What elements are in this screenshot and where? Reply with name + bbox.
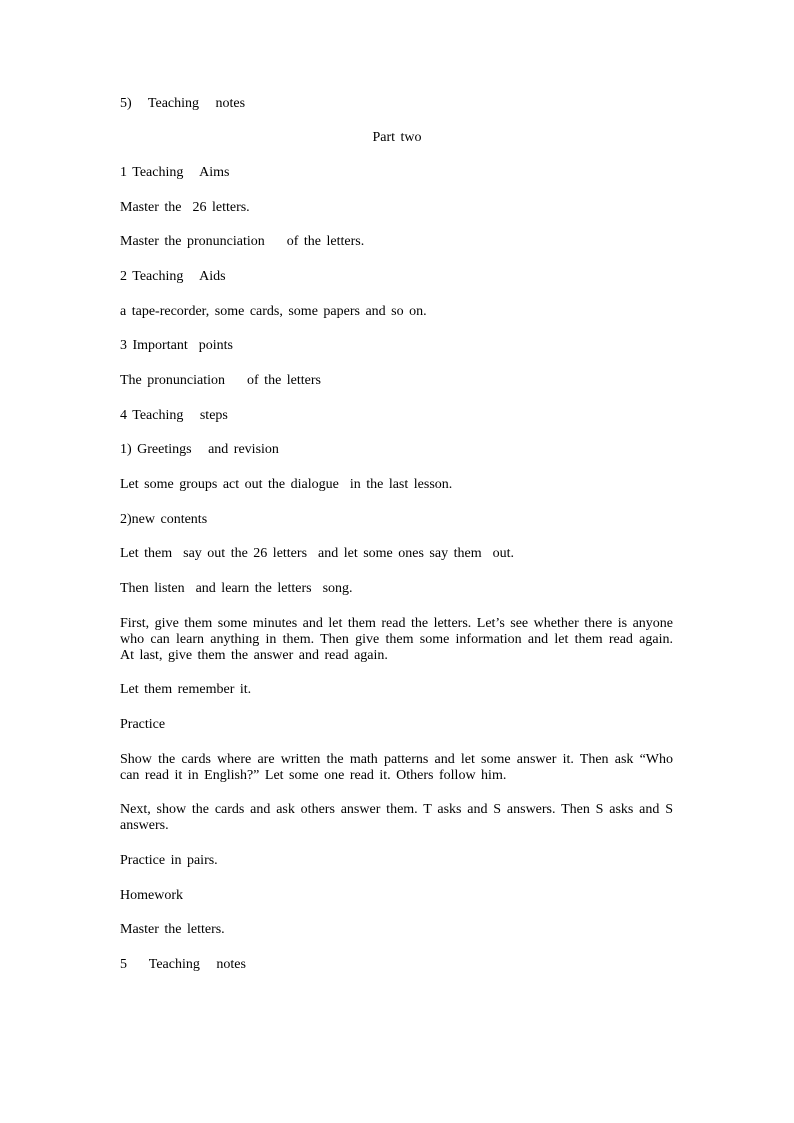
heading-teaching-steps: 4 Teaching steps	[120, 408, 228, 423]
text-line: Let some groups act out the dialogue in the last lesson.	[120, 477, 453, 492]
section-heading-teaching-notes: 5) Teaching notes	[120, 96, 246, 111]
text-line: a tape-recorder, some cards, some papers and so on.	[120, 304, 427, 319]
step-heading: 1) Greetings and revision	[120, 442, 279, 457]
text-line: Let them say out the 26 letters and let some ones say them out.	[120, 546, 514, 561]
heading-teaching-aids: 2 Teaching Aids	[120, 269, 226, 284]
paragraph: First, give them some minutes and let them read the letters. Let’s see whether there is anyone who can learn anything in them. Then give them some information and let them read again. At last, give them the answer and read again.	[120, 616, 673, 663]
paragraph: Show the cards where are written the math patterns and let some answer it. Then ask “Who can read it in English?” Let some one read it. Others follow him.	[120, 752, 673, 783]
text-line: Master the pronunciation of the letters.	[120, 234, 365, 249]
section-heading-teaching-notes: 5 Teaching notes	[120, 957, 246, 972]
text-line: Then listen and learn the letters song.	[120, 581, 353, 596]
section-label-practice: Practice	[120, 717, 166, 732]
text-line: Master the 26 letters.	[120, 200, 250, 215]
part-title: Part two	[372, 130, 422, 145]
text-line: Master the letters.	[120, 922, 225, 937]
text-line: The pronunciation of the letters	[120, 373, 321, 388]
heading-teaching-aims: 1 Teaching Aims	[120, 165, 230, 180]
step-heading: 2)new contents	[120, 512, 208, 527]
paragraph: Next, show the cards and ask others answer them. T asks and S answers. Then S asks and S answers.	[120, 802, 673, 833]
text-line: Let them remember it.	[120, 682, 252, 697]
heading-important-points: 3 Important points	[120, 338, 233, 353]
text-line: Practice in pairs.	[120, 853, 218, 868]
section-label-homework: Homework	[120, 888, 183, 903]
